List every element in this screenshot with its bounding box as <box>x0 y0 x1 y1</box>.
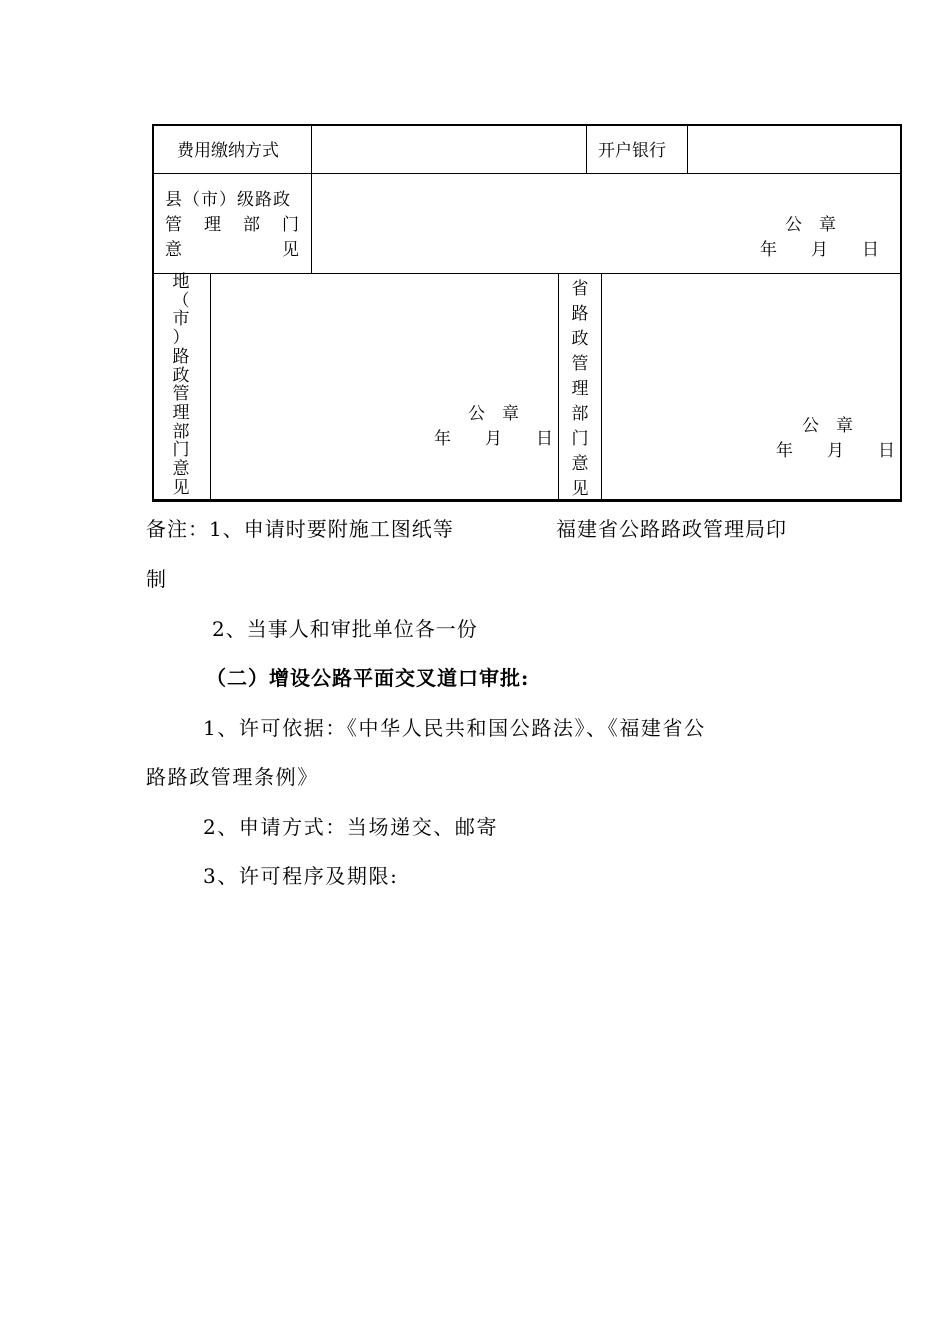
fee-payment-label: 费用缴纳方式 <box>177 141 279 161</box>
table-col-divider <box>601 273 602 500</box>
label-char: 理 <box>204 215 221 235</box>
label-char: 部 <box>243 215 260 235</box>
table-col-divider <box>586 124 587 174</box>
label-char: 意 <box>165 240 182 260</box>
item-1-line2: 路路政管理条例》 <box>146 765 319 789</box>
item-1-line1: 1、许可依据：《中华人民共和国公路法》、《福建省公 <box>203 716 706 740</box>
label-char: 门 <box>282 215 299 235</box>
table-border-right <box>900 124 902 502</box>
province-seal: 公 章 <box>802 416 853 436</box>
table-col-divider <box>210 273 211 500</box>
table-border-top <box>152 124 902 126</box>
section-heading: （二）增设公路平面交叉道口审批: <box>206 666 530 690</box>
label-char: 管 <box>165 215 182 235</box>
county-seal: 公 章 <box>785 215 836 235</box>
province-date: 年 月 日 <box>776 441 895 461</box>
note-1: 备注：1、申请时要附施工图纸等 <box>146 517 454 541</box>
table-border-bottom <box>152 499 902 502</box>
item-3: 3、许可程序及期限: <box>203 864 399 888</box>
province-opinion-label: 省 路 政 管 理 部 门 意 见 <box>571 279 589 499</box>
county-opinion-label-line3 <box>165 238 299 262</box>
table-row-divider <box>152 273 902 274</box>
printer-credit-wrap: 制 <box>146 567 167 591</box>
table-row-divider <box>152 173 902 174</box>
table-border-left <box>152 124 154 502</box>
label-char: 见 <box>282 240 299 260</box>
table-col-divider <box>687 124 688 174</box>
city-seal: 公 章 <box>468 404 519 424</box>
table-col-divider <box>311 124 312 274</box>
table-col-divider <box>558 273 559 500</box>
county-date: 年 月 日 <box>760 240 879 260</box>
item-2: 2、申请方式：当场递交、邮寄 <box>203 815 499 839</box>
note-2: 2、当事人和审批单位各一份 <box>212 617 478 641</box>
fee-payment-field[interactable] <box>316 139 581 163</box>
bank-label: 开户银行 <box>598 141 666 161</box>
county-opinion-label-line2 <box>165 213 299 237</box>
bank-field[interactable] <box>692 139 894 163</box>
printer-credit: 福建省公路路政管理局印 <box>556 517 787 541</box>
city-date: 年 月 日 <box>434 429 553 449</box>
county-opinion-label-line1: 县（市）级路政 <box>165 190 291 210</box>
city-opinion-label: 地 （ 市 ） 路 政 管 理 部 门 意 见 <box>172 272 190 498</box>
